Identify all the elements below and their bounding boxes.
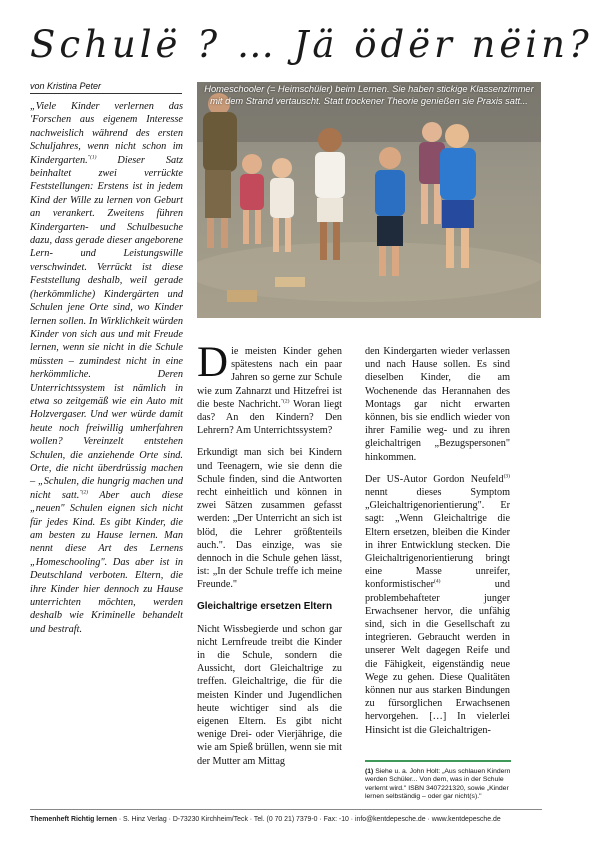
footer-contact: · S. Hinz Verlag · D-73230 Kirchheim/Teck · Tel. (0 70 21) 7379-0 · Fax: -10 · info@kentdepesche.de · www.kentdepesche.de (116, 816, 501, 823)
footnote-ref: (3) (503, 473, 510, 480)
footnote-ref: (4) (434, 579, 441, 586)
lead-text-1: „Viele Kinder verlernen das 'Forschen aus eigenem Interesse nachweislich während des ersten Schuljahres, wenn nicht schon im Kindergarten. (30, 101, 183, 166)
article-paragraph (365, 473, 510, 737)
lead-text-3: Aber auch diese „neuen" Schulen eignen sich nicht für jedes Kind. Es gibt Kinder, die am besten zu Hause lernen. Man nennt diese Art des Lernens „Homeschooling". Das aber ist in Deutschland verboten. Eltern, die ihre Kinder hier dennoch zu Hause unterrichten möchten, werden deshalb wie Kriminelle behandelt und bestraft. (30, 489, 183, 635)
beach-children-photo (197, 82, 541, 318)
paragraph-text: Woran liegt das? An den Kindern? Den Lehrern? Am Unterrichtssystem? (197, 398, 342, 437)
footer-brand: Themenheft Richtig lernen (30, 816, 117, 823)
footnote-ref: "(2) (280, 398, 290, 405)
footnote-divider (365, 760, 511, 762)
footnote-text: Siehe u. a. John Holt: „Aus schlauen Kindern werden Schüler... Von dem, was in der Schule verlernt wird." ISBN 3407221320, sowie „Kinder lernen selbständig – oder gar nicht(s)." (365, 768, 511, 801)
paragraph-text: Der US-Autor Gordon Neufeld (365, 473, 504, 485)
byline-divider (30, 93, 182, 94)
article-column-2 (365, 345, 510, 746)
lead-paragraph (30, 100, 183, 636)
footnote-ref: "(2) (79, 489, 89, 496)
drop-cap: D (197, 339, 229, 386)
footnote-number: (1) (365, 768, 374, 775)
page-title: Schulë ? … Jä ödër nëin? (30, 23, 593, 66)
article-paragraph: Erkundigt man sich bei Kindern und Teenagern, wie sie denn die Schule finden, sind die Antworten recht einheitlich und können in zwei Sätzen zusammen gefasst werden: „Der Unterricht an sich ist blöd, die Lehrer größtenteils auch.". Das einzige, was sie dennoch in die Schule gehen lässt, ist: „In der Schule treffe ich meine Freunde." (197, 447, 342, 591)
author-byline: von Kristina Peter (30, 81, 102, 91)
article-paragraph: Nicht Wissbegierde und schon gar nicht Lernfreude treibt die Kinder in die Schule, sondern die Aussicht, dort Gleichaltrige zu treffen. Gleichaltrige, die für die meisten Kinder und Jugendlichen heute wichtiger sind als die eigenen Eltern. Es gibt nicht wenige Drei- oder Vierjährige, die wie am Spieß brüllen, wenn sie mit der Mutter am Mittag (197, 623, 342, 767)
paragraph-text: ie meisten Kinder gehen spätestens nach ein paar Jahren so gerne zur Schule wie zum Zahnarzt und Hitzefrei ist die beste Nachricht. (197, 346, 342, 410)
paragraph-text: und problembehafteter junger Erwachsener hervor, die unfähig sind, sich in die Gesellschaft zu integrieren. Gebraucht werden in unserer Welt dagegen Reife und die Fähigkeit, eigenständig neue Wege zu gehen. Diese Qualitäten können nur aus starken Bindungen zu fürsorglichen Erwachsenen hervorgehen. […] In vielerlei Hinsicht ist die Gleichaltrigen- (365, 579, 510, 736)
footer-divider (30, 809, 542, 810)
paragraph-text: nennt dieses Symptom „Gleichaltrigenorientierung". Er sagt: „Wenn Gleichaltrige die Eltern ersetzen, bleiben die Kinder in ihrer Entwicklung stecken. Die Gleichaltrigenorientierung bringt eine Masse unreifer, konformistischer (365, 487, 510, 591)
photo-caption: Homeschooler (= Heimschüler) beim Lernen. Sie haben stickige Klassenzimmer mit dem Strand vertauscht. Statt trockener Theorie genießen sie Praxis satt... (204, 84, 534, 106)
footnote (365, 768, 511, 802)
lead-text-2: Dieser Satz beinhaltet zwei verrückte Feststellungen: Erstens ist in jedem Kind der Wille zu lernen von Geburt an verankert. Zweitens führen Kindergarten- und Schulbesuche dazu, dass gerade dieser angeborene Lern- und Leistungswille verschwindet. Verrückt ist diese Feststellung deshalb, weil gerade (herkömmliche) Kindergärten und Schulen jene Orte sind, wo Kinder lernen sollen. In Wirklichkeit würden Kinder von sich aus und mit Freude lernen, wenn sie nicht in die Schule müssten – zumindest nicht in eine herkömmliche. Deren Unterrichtssystem ist nämlich in etwa so zeitgemäß wie ein Auto mit Holzvergaser. Und wer würde damit heute noch freiwillig umherfahren wollen? Vereinzelt entstehen Schulen, die anziehende Orte sind. Orte, die nicht überdrüssig machen – „Schulen, die hungrig machen und nicht satt. (30, 154, 183, 501)
article-paragraph (197, 339, 342, 437)
section-subheading: Gleichaltrige ersetzen Eltern (197, 600, 333, 612)
article-paragraph: den Kindergarten wieder verlassen und nach Hause sollen. Es sind dieselben Kinder, die am Wochenende das Herannahen des Montags gar nicht erwarten können, bis sie endlich wieder von ihrer Familie weg- und zu ihren gleichaltrigen „Bezugspersonen" hinkommen. (365, 346, 510, 463)
footnote-ref: "(1) (87, 154, 97, 161)
page-footer (30, 815, 570, 824)
article-column-1 (197, 339, 342, 777)
photo-illustration (197, 82, 541, 318)
lead-column (30, 100, 183, 800)
